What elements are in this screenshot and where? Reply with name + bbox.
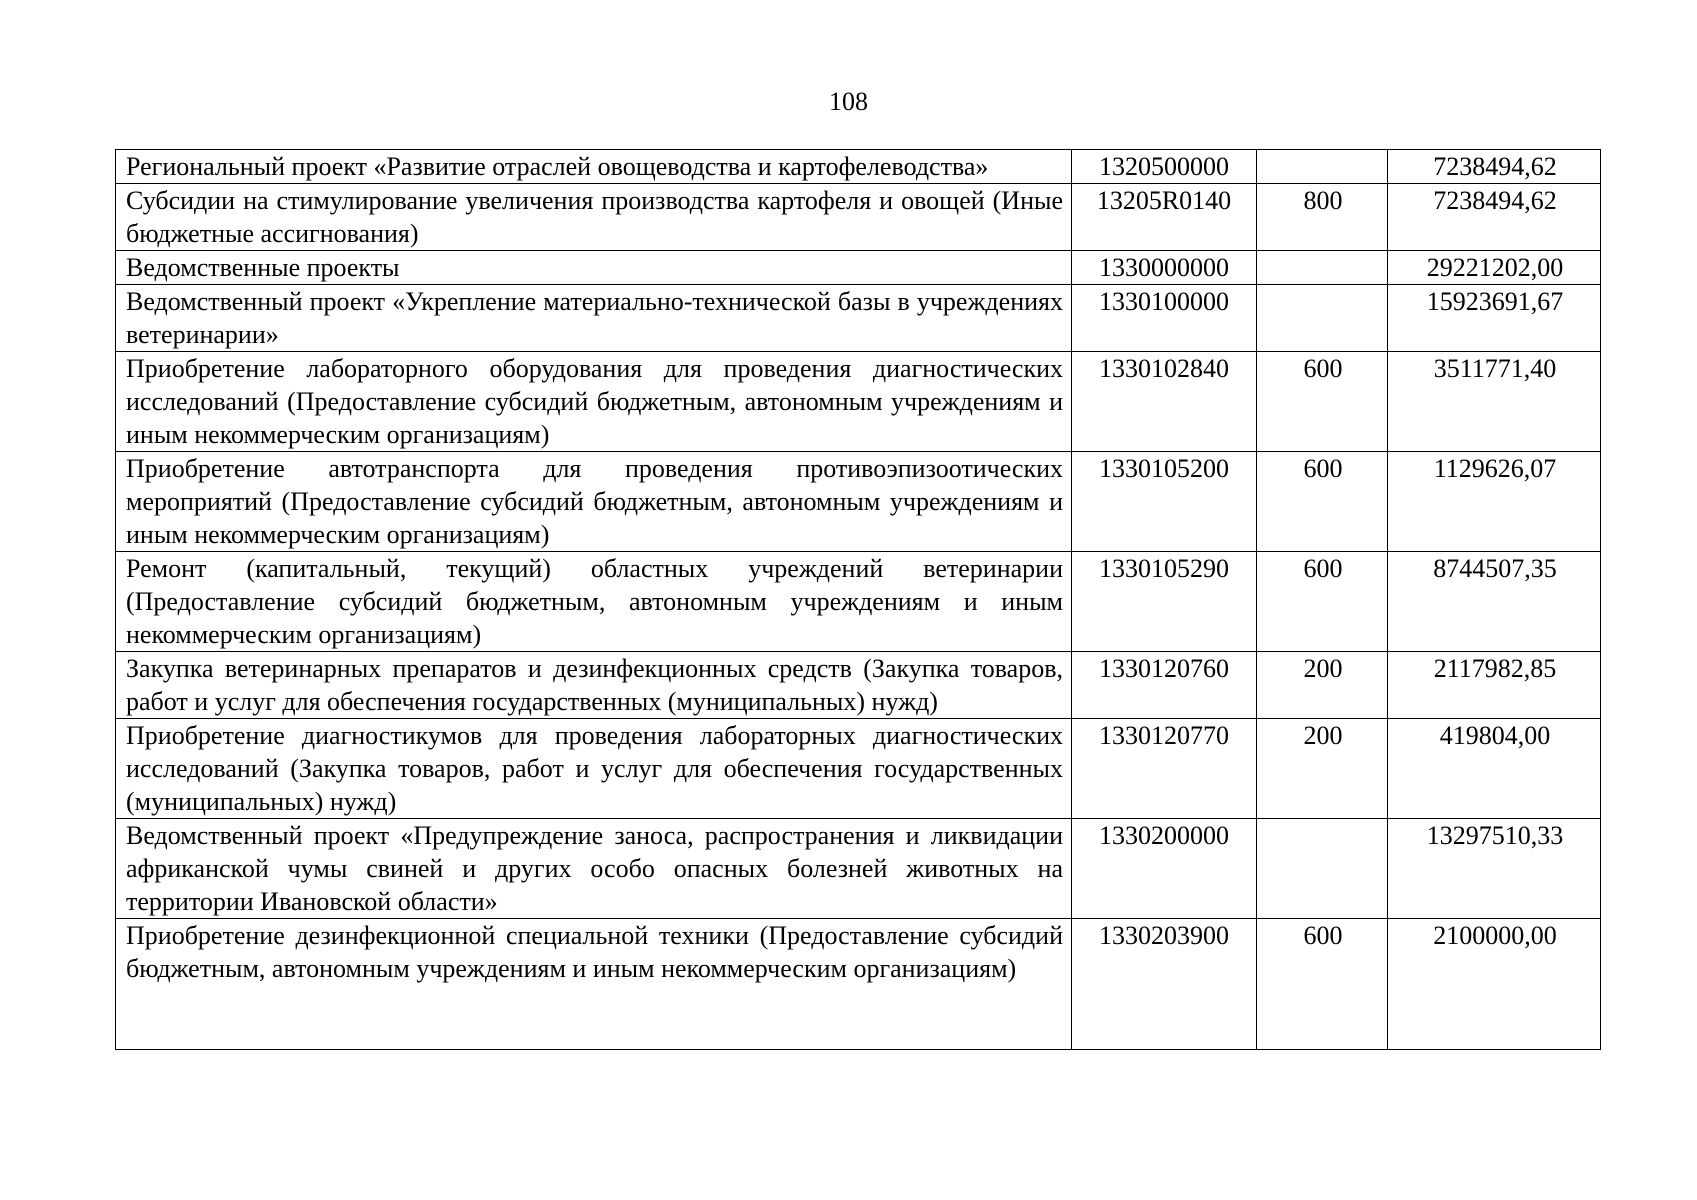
table-row: [116, 819, 1601, 919]
table-row: [116, 452, 1601, 552]
table-row: [116, 552, 1601, 652]
row-name: Приобретение автотранспорта для проведения противоэпизоотических мероприятий (Предоставление субсидий бюджетным, автономным учреждениям и иным некоммерческим организациям): [116, 452, 1072, 552]
row-sum: 2117982,85: [1388, 652, 1601, 719]
table-row: [116, 352, 1601, 452]
row-expense-type: 600: [1257, 552, 1388, 652]
row-sum: 29221202,00: [1388, 251, 1601, 285]
row-code: 1330120770: [1072, 719, 1257, 819]
table-row: [116, 251, 1601, 285]
table-row: [116, 919, 1601, 1050]
row-name: Закупка ветеринарных препаратов и дезинфекционных средств (Закупка товаров, работ и услуг для обеспечения государственных (муниципальных) нужд): [116, 652, 1072, 719]
row-name: Ремонт (капитальный, текущий) областных учреждений ветеринарии (Предоставление субсидий бюджетным, автономным учреждениям и иным некоммерческим организациям): [116, 552, 1072, 652]
row-name: Приобретение лабораторного оборудования для проведения диагностических исследований (Предоставление субсидий бюджетным, автономным учреждениям и иным некоммерческим организациям): [116, 352, 1072, 452]
row-code: 1320500000: [1072, 150, 1257, 184]
row-sum: 7238494,62: [1388, 184, 1601, 251]
row-sum: 7238494,62: [1388, 150, 1601, 184]
table-row: [116, 285, 1601, 352]
page-number: 108: [829, 87, 868, 116]
row-code: 1330120760: [1072, 652, 1257, 719]
row-expense-type: 200: [1257, 652, 1388, 719]
budget-table: [115, 149, 1601, 1050]
row-name: Региональный проект «Развитие отраслей овощеводства и картофелеводства»: [116, 150, 1072, 184]
row-expense-type: [1257, 285, 1388, 352]
row-sum: 3511771,40: [1388, 352, 1601, 452]
row-expense-type: [1257, 251, 1388, 285]
row-sum: 1129626,07: [1388, 452, 1601, 552]
row-sum: 15923691,67: [1388, 285, 1601, 352]
row-name: Приобретение диагностикумов для проведения лабораторных диагностических исследований (Закупка товаров, работ и услуг для обеспечения государственных (муниципальных) нужд): [116, 719, 1072, 819]
row-expense-type: 600: [1257, 352, 1388, 452]
row-code: 13205R0140: [1072, 184, 1257, 251]
row-name: Приобретение дезинфекционной специальной техники (Предоставление субсидий бюджетным, автономным учреждениям и иным некоммерческим организациям): [116, 919, 1072, 1050]
table-row: [116, 150, 1601, 184]
table-row: [116, 652, 1601, 719]
row-code: 1330200000: [1072, 819, 1257, 919]
row-sum: 2100000,00: [1388, 919, 1601, 1050]
row-expense-type: 200: [1257, 719, 1388, 819]
row-expense-type: [1257, 819, 1388, 919]
row-code: 1330105290: [1072, 552, 1257, 652]
table-row: [116, 184, 1601, 251]
row-name: Субсидии на стимулирование увеличения производства картофеля и овощей (Иные бюджетные ассигнования): [116, 184, 1072, 251]
row-expense-type: 600: [1257, 452, 1388, 552]
row-name: Ведомственный проект «Предупреждение заноса, распространения и ликвидации африканской чумы свиней и других особо опасных болезней животных на территории Ивановской области»: [116, 819, 1072, 919]
row-code: 1330203900: [1072, 919, 1257, 1050]
table-row: [116, 719, 1601, 819]
row-code: 1330105200: [1072, 452, 1257, 552]
row-name: Ведомственный проект «Укрепление материально-технической базы в учреждениях ветеринарии»: [116, 285, 1072, 352]
row-sum: 419804,00: [1388, 719, 1601, 819]
row-code: 1330102840: [1072, 352, 1257, 452]
row-sum: 8744507,35: [1388, 552, 1601, 652]
row-code: 1330100000: [1072, 285, 1257, 352]
row-expense-type: 800: [1257, 184, 1388, 251]
row-expense-type: 600: [1257, 919, 1388, 1050]
row-name: Ведомственные проекты: [116, 251, 1072, 285]
row-expense-type: [1257, 150, 1388, 184]
row-sum: 13297510,33: [1388, 819, 1601, 919]
row-code: 1330000000: [1072, 251, 1257, 285]
